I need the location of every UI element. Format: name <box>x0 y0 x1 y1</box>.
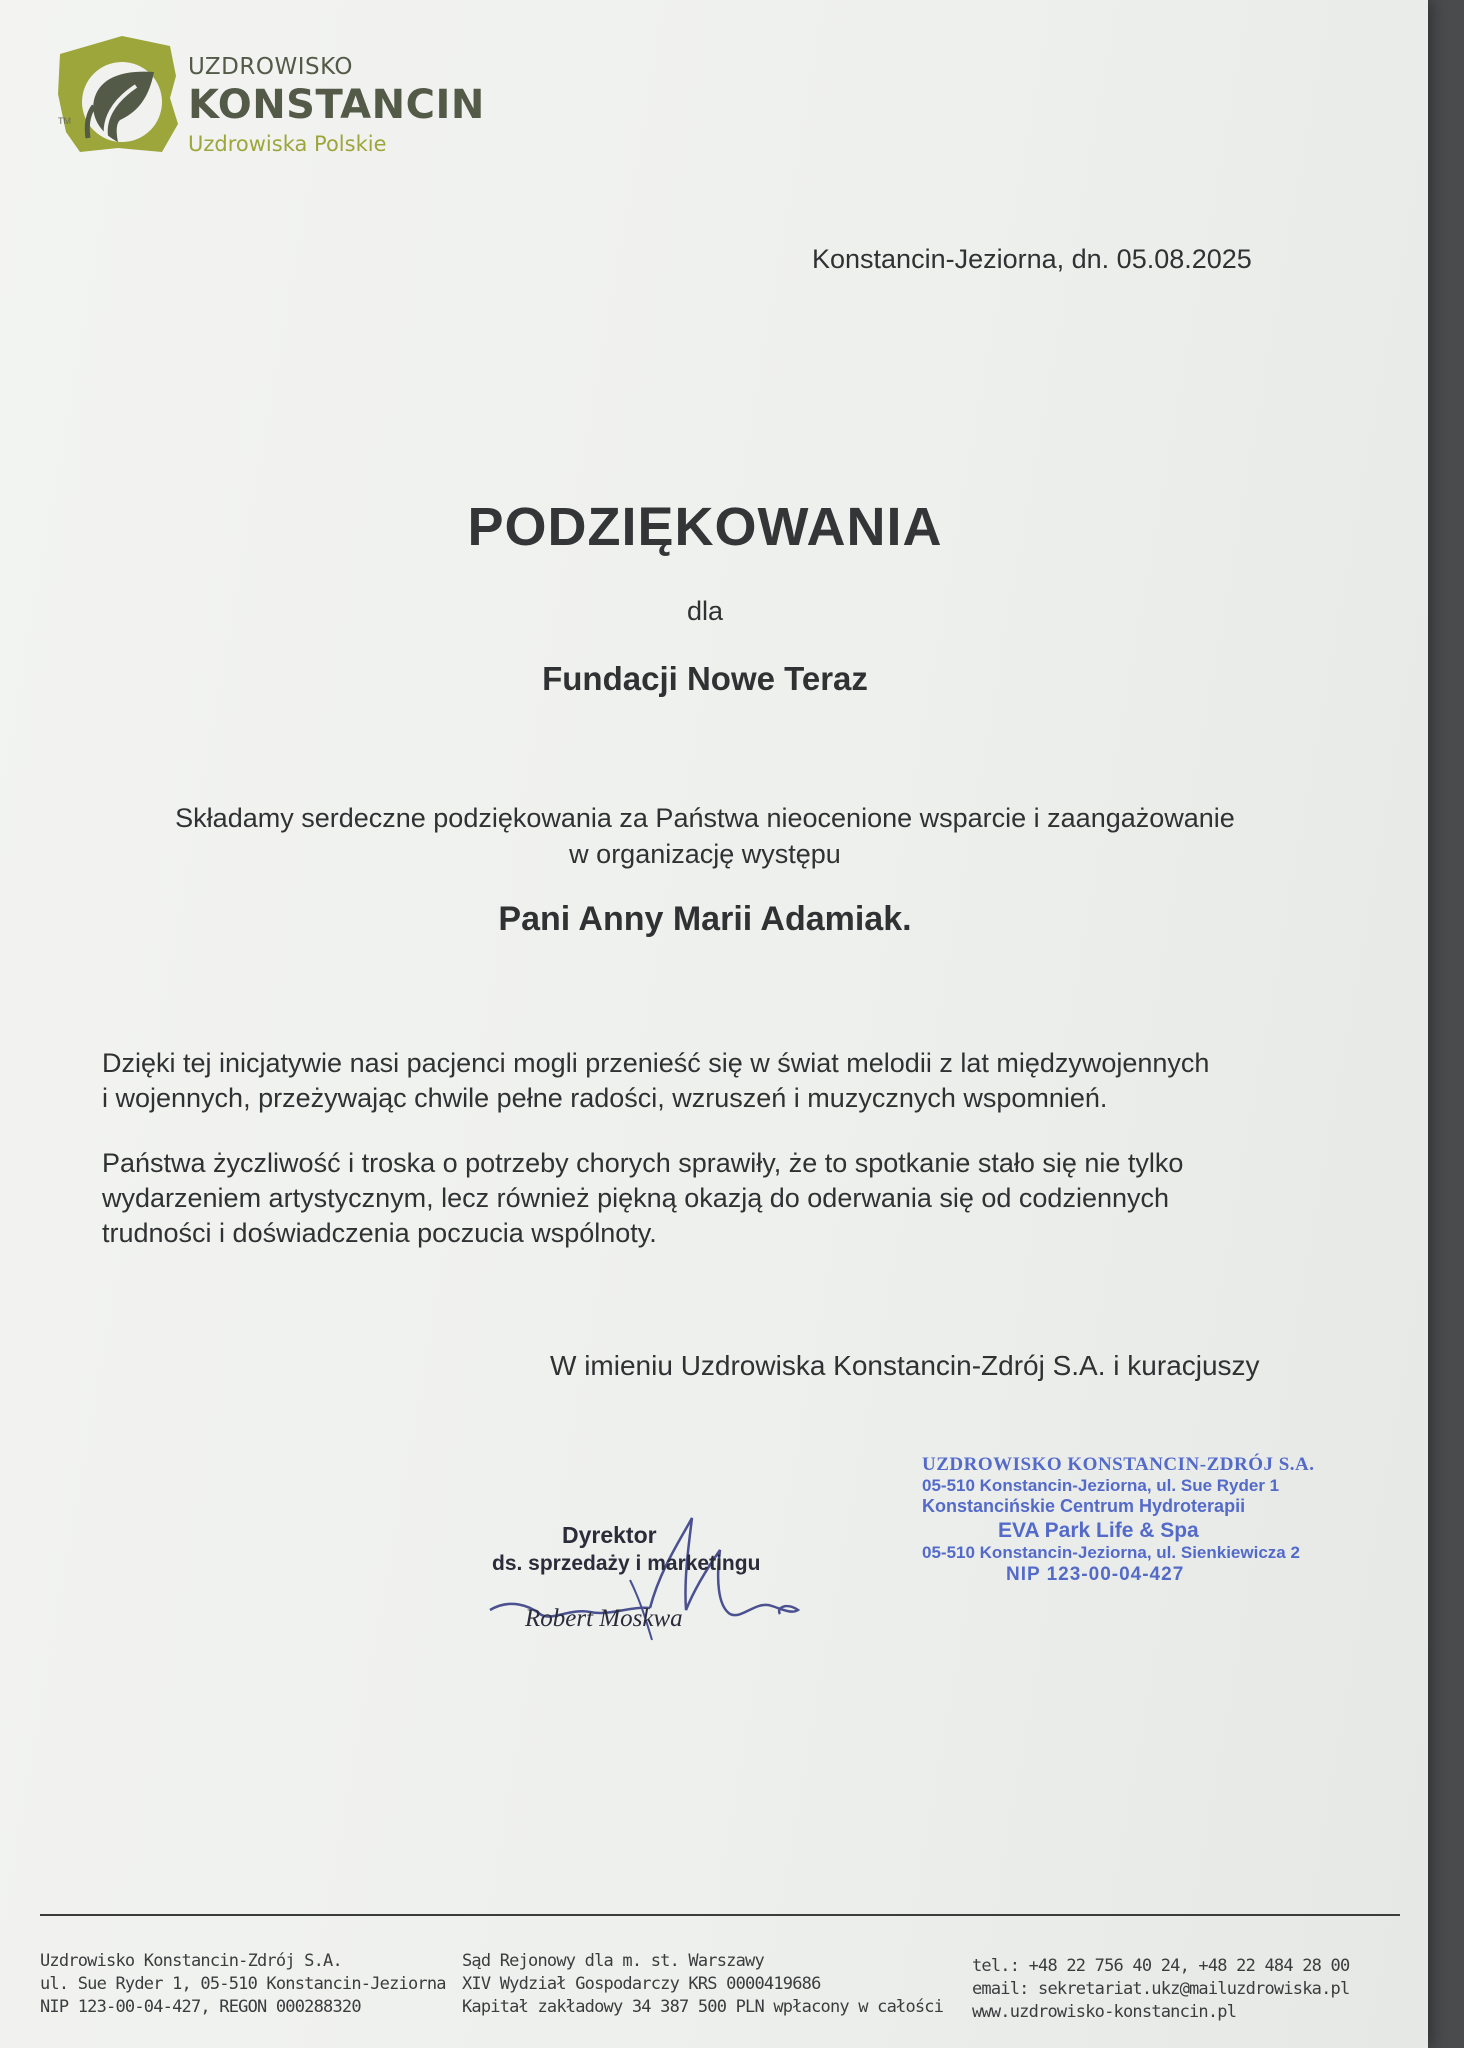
company-stamp <box>922 1455 1332 1585</box>
signer-name: Robert Moskwa <box>525 1605 683 1632</box>
trademark-mark: TM <box>58 116 71 126</box>
artist-name: Pani Anny Marii Adamiak. <box>498 900 912 938</box>
paragraph-line: Państwa życzliwość i troska o potrzeby chorych sprawiły, że to spotkanie stało się nie tylko <box>102 1148 1184 1178</box>
leaf-logo-icon <box>58 36 178 156</box>
signature-block <box>480 1510 810 1650</box>
footer-line: Kapitał zakładowy 34 387 500 PLN wpłacony w całości <box>462 1997 944 2017</box>
footer-email-link[interactable]: email: sekretariat.ukz@mailuzdrowiska.pl <box>972 1979 1350 1999</box>
signer-department: ds. sprzedaży i marketingu <box>492 1552 761 1575</box>
stamp-line: Konstancińskie Centrum Hydroterapii <box>922 1496 1246 1516</box>
company-logo <box>58 36 485 166</box>
stamp-line: NIP 123-00-04-427 <box>1006 1564 1185 1585</box>
paragraph-1 <box>102 1046 1332 1116</box>
stamp-line: UZDROWISKO KONSTANCIN-ZDRÓJ S.A. <box>922 1454 1315 1475</box>
intro-line: Składamy serdeczne podziękowania za Państwa nieocenione wsparcie i zaangażowanie <box>175 803 1235 833</box>
intro-text <box>100 800 1310 872</box>
date-line: Konstancin-Jeziorna, dn. 05.08.2025 <box>812 244 1252 274</box>
footer-line: Sąd Rejonowy dla m. st. Warszawy <box>462 1951 764 1971</box>
document-title: PODZIĘKOWANIA <box>467 497 943 557</box>
paragraph-line: i wojennych, przeżywając chwile pełne radości, wzruszeń i muzycznych wspomnień. <box>102 1083 1108 1113</box>
paragraph-2 <box>102 1146 1332 1251</box>
footer-divider <box>40 1914 1400 1916</box>
footer-phone: tel.: +48 22 756 40 24, +48 22 484 28 00 <box>972 1956 1350 1976</box>
footer-website-link[interactable]: www.uzdrowisko-konstancin.pl <box>972 2002 1237 2022</box>
footer-registry-info <box>462 1950 943 2019</box>
paragraph-line: wydarzeniem artystycznym, lecz również piękną okazją do oderwania się od codziennych <box>102 1183 1170 1213</box>
stamp-line: 05-510 Konstancin-Jeziorna, ul. Sue Ryder 1 <box>922 1476 1280 1495</box>
on-behalf-line: W imieniu Uzdrowiska Konstancin-Zdrój S.A. i kuracjuszy <box>550 1350 1260 1381</box>
recipient-name: Fundacji Nowe Teraz <box>542 660 868 697</box>
stamp-line: EVA Park Life & Spa <box>998 1519 1199 1542</box>
paragraph-line: trudności i doświadczenia poczucia wspólnoty. <box>102 1218 657 1248</box>
footer-contact-info <box>972 1955 1349 2024</box>
signer-title: Dyrektor <box>562 1522 657 1548</box>
for-word: dla <box>686 596 724 626</box>
footer-line: NIP 123-00-04-427, REGON 000288320 <box>40 1997 361 2017</box>
stamp-line: 05-510 Konstancin-Jeziorna, ul. Sienkiewicza 2 <box>922 1543 1300 1562</box>
logo-text-line2: KONSTANCIN <box>188 82 485 128</box>
logo-text-line1: UZDROWISKO <box>188 54 354 80</box>
paragraph-line: Dzięki tej inicjatywie nasi pacjenci mogli przenieść się w świat melodii z lat międzywojennych <box>102 1048 1210 1078</box>
footer-line: XIV Wydział Gospodarczy KRS 0000419686 <box>462 1974 821 1994</box>
footer-line: Uzdrowisko Konstancin-Zdrój S.A. <box>40 1951 342 1971</box>
footer-line: ul. Sue Ryder 1, 05-510 Konstancin-Jeziorna <box>40 1974 446 1994</box>
intro-line: w organizację występu <box>569 839 841 869</box>
logo-text-line3: Uzdrowiska Polskie <box>188 132 387 156</box>
footer-company-info <box>40 1950 446 2019</box>
